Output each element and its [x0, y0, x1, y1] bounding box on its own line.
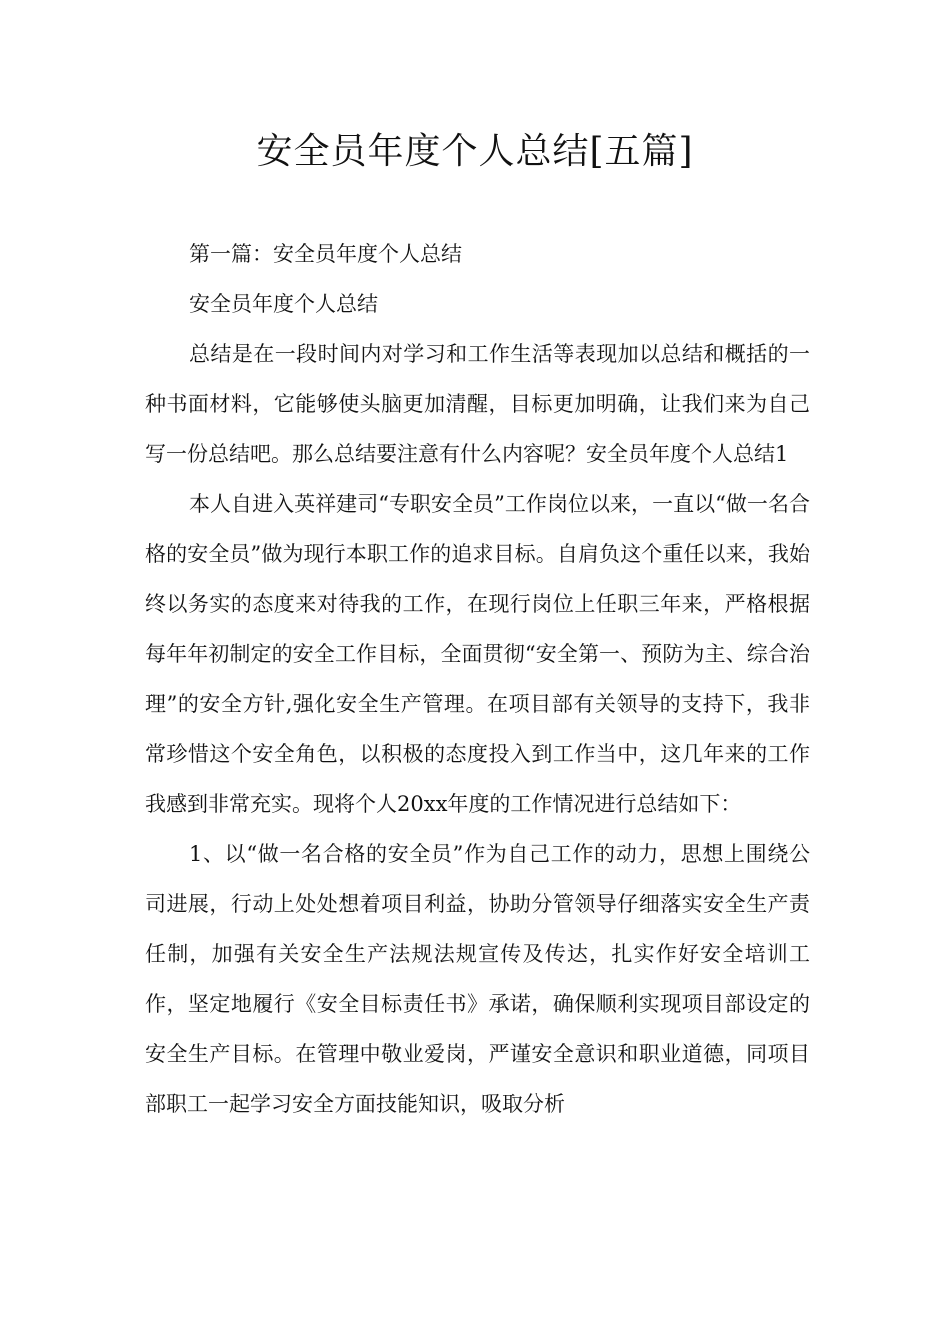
document-body	[145, 229, 810, 1129]
section-heading: 第一篇：安全员年度个人总结	[189, 242, 462, 266]
body-paragraph: 本人自进入英祥建司“专职安全员”工作岗位以来，一直以“做一名合格的安全员”做为现行本职工作的追求目标。自肩负这个重任以来，我始终以务实的态度来对待我的工作，在现行岗位上任职三年来，严格根据每年年初制定的安全工作目标，全面贯彻“安全第一、预防为主、综合治理”的安全方针,强化安全生产管理。在项目部有关领导的支持下，我非常珍惜这个安全角色，以积极的态度投入到工作当中，这几年来的工作我感到非常充实。现将个人20xx年度的工作情况进行总结如下：	[145, 492, 810, 816]
body-paragraph: 1、以“做一名合格的安全员”作为自己工作的动力，思想上围绕公司进展，行动上处处想着项目利益，协助分管领导仔细落实安全生产责任制，加强有关安全生产法规法规宣传及传达，扎实作好安全培训工作，坚定地履行《安全目标责任书》承诺，确保顺利实现项目部设定的安全生产目标。在管理中敬业爱岗，严谨安全意识和职业道德，同项目部职工一起学习安全方面技能知识，吸取分析	[145, 842, 810, 1116]
body-paragraph: 总结是在一段时间内对学习和工作生活等表现加以总结和概括的一种书面材料，它能够使头脑更加清醒，目标更加明确，让我们来为自己写一份总结吧。那么总结要注意有什么内容呢？安全员年度个人总结1	[145, 342, 810, 466]
document-title: 安全员年度个人总结[五篇]	[256, 131, 694, 172]
subsection-heading: 安全员年度个人总结	[189, 292, 378, 316]
